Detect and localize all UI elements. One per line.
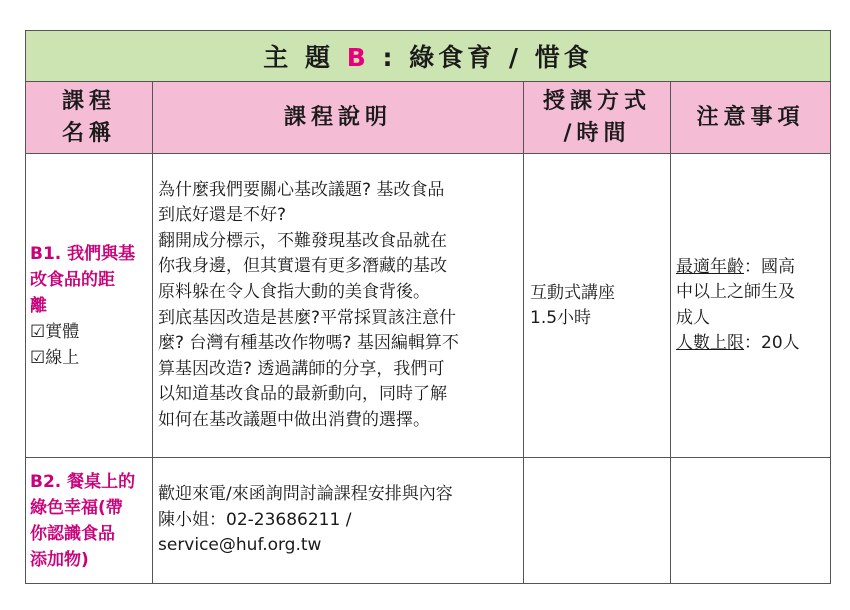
header-course-name-line1: 課程: [61, 88, 116, 114]
theme-code: B: [346, 43, 370, 72]
capacity-label: 人數上限: [676, 333, 744, 353]
header-course-description-label: 課程說明: [283, 104, 392, 130]
description-line: 你我身邊，但其實還有更多潛藏的基改: [158, 256, 447, 277]
description-line: 翻開成分標示，不難發現基改食品就在: [158, 230, 447, 251]
description-line: 原料躲在令人食指大動的美食背後。: [158, 281, 430, 302]
theme-title-prefix: 主 題: [263, 43, 347, 72]
age-value: ：國高: [744, 256, 795, 277]
header-notes-label: 注意事項: [696, 104, 805, 130]
teaching-mode: 互動式講座: [530, 282, 615, 303]
course-table: [25, 30, 831, 584]
notes-cell: [671, 154, 831, 458]
course-description-cell: [153, 154, 524, 458]
description-line: 以知道基改食品的最新動向，同時了解: [158, 384, 447, 405]
course-name-line: 改食品的距: [30, 269, 115, 290]
header-course-description: [153, 82, 524, 154]
contact-note: 歡迎來電/來函詢問討論課程安排與內容: [158, 484, 453, 505]
option-online: ☑線上: [30, 347, 80, 368]
course-description-cell: [153, 458, 524, 584]
header-notes: [671, 82, 831, 154]
course-name-line: B1. 我們與基: [30, 243, 136, 264]
age-value-line: 成人: [676, 307, 710, 328]
description-line: 到底好還是不好?: [158, 205, 287, 226]
header-course-name-line2: 名稱: [61, 120, 116, 146]
header-course-name: [26, 82, 153, 154]
description-line: 為什麼我們要關心基改議題? 基改食品: [158, 179, 445, 200]
contact-email: service@huf.org.tw: [158, 535, 322, 556]
description-line: 麼? 台灣有種基改作物嗎? 基因編輯算不: [158, 333, 459, 354]
course-name-line: B2. 餐桌上的: [30, 471, 136, 492]
option-in-person: ☑實體: [30, 321, 80, 342]
theme-title-suffix: : 綠食育 / 惜食: [369, 43, 593, 72]
course-duration: 1.5小時: [530, 307, 592, 328]
course-name-line: 添加物): [30, 549, 89, 570]
description-line: 如何在基改議題中做出消費的選擇。: [158, 409, 430, 430]
course-name-cell: [26, 154, 153, 458]
notes-cell: [671, 458, 831, 584]
course-name-line: 離: [30, 295, 47, 316]
theme-title: [26, 31, 831, 82]
capacity-value: ：20人: [744, 333, 800, 353]
age-value-line: 中以上之師生及: [676, 282, 795, 302]
age-label: 最適年齡: [676, 256, 744, 277]
contact-phone: 陳小姐：02-23686211 /: [158, 509, 352, 530]
description-line: 到底基因改造是甚麼?平常採買該注意什: [158, 307, 457, 328]
header-teaching-mode-line2: /時間: [563, 120, 631, 146]
description-line: 算基因改造? 透過講師的分享，我們可: [158, 358, 445, 379]
header-teaching-mode: [524, 82, 671, 154]
course-name-cell: [26, 458, 153, 584]
course-name-line: 綠色幸福(帶: [30, 497, 123, 518]
header-teaching-mode-line1: 授課方式: [542, 88, 651, 114]
table-row: [26, 154, 831, 458]
course-name-line: 你認識食品: [30, 523, 115, 544]
teaching-mode-cell: [524, 154, 671, 458]
teaching-mode-cell: [524, 458, 671, 584]
table-row: [26, 458, 831, 584]
